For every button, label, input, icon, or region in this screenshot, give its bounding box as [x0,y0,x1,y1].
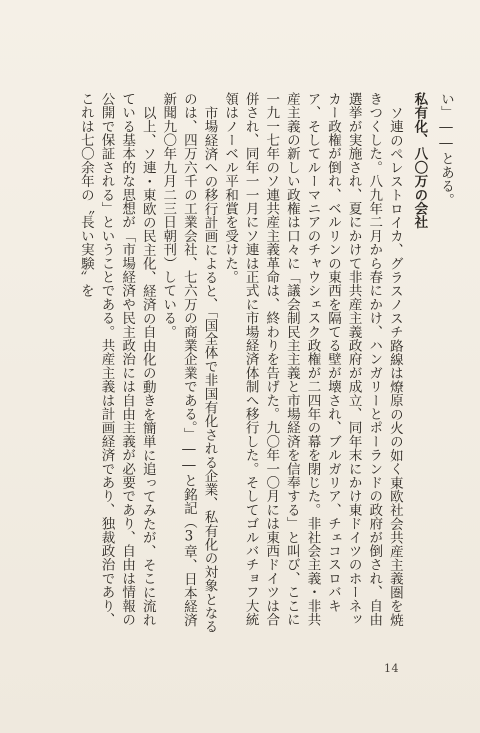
page-number: 14 [384,662,399,675]
quote-ending-line: い」――とある。 [438,92,454,207]
paragraph-market-transition: 市場経済への移行計画によると、「国全体で非国有化される企業、私有化の対象となるのは、四万六千の工業会社、七六万の商業企業である。」――と銘記（3章、日本経済新聞九〇年九月二三日朝刊）している。 [160,92,218,634]
paragraph-perestroika: ソ連のペレストロイカ、グラスノスチ路線は燎原の火の如く東欧社会共産主義圏を焼きつくした。八九年二月から春にかけ、ハンガリーとポーランドの政府が倒され、自由選挙が実施され、夏にかけて非共産主義政府が成立、同年末にかけ東ドイツのホーネッカー政権が倒れ、ベルリンの東西を隔てる壁が壊され、ブルガリア、チェコスロバキア、そしてルーマニアのチャウシェスク政権が二四年の幕を閉じた。非社会主義・非共産主義の新しい政権は口々に「議会制民主主義と市場経済を信奉する」と叫び、ここに一九一七年のソ連共産主義革命は、終わりを告げた。九〇年一〇月には東西ドイツは合併され、同年一一月にソ連は正式に市場経済体制へ移行した。そしてゴルバチョフ大統領はノーベル平和賞を受けた。 [222,92,403,627]
vertical-text-body [20,92,456,638]
section-heading: 私有化、八〇万の会社 [411,92,428,229]
paragraph-liberalism: 以上、ソ連・東欧の民主化、経済の自由化の動きを簡単に追ってみたが、そこに流れている基本的な思想が「市場経済や民主政治には自由主義が必要であり、自由は情報の公開で保証される」ということである。共産主義は計画経済であり、独裁政治であり、これは七〇余年の〝長い実験〟を [77,92,156,627]
